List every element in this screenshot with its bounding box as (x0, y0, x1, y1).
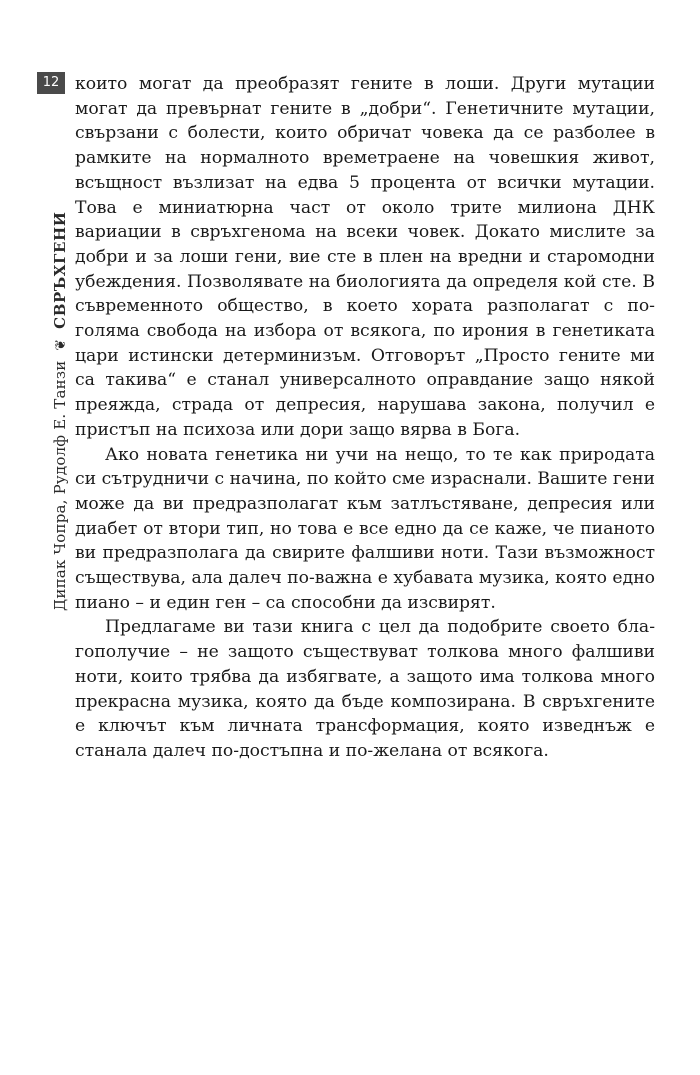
running-head-book-title: СВРЪХГЕНИ (51, 211, 69, 329)
paragraph-1: които могат да преобразят гените в лоши. Други мутации могат да превърнат гените в „добри“. Генетичните мутации, свързани с болести, които обричат човека да се разболее в рамките на нормалното времетраене на човешкия живот, всъщност възлизат на едва 5 процента от всички мутации. Това е миниатюрна част от около трите милиона ДНК вариации в свръхгенома на всеки човек. Докато мислите за добри и за лоши гени, вие сте в плен на вредни и старомодни убеждения. Позволявате на биологията да определя кой сте. В съвременното общество, в което хората разполагат с по-голяма свобода на избора от всякога, по ирония в генетиката цари истински детерминизъм. Отговорът „Просто гените ми са такива“ е станал универсалното оправдание защо някой преяжда, страда от депресия, нарушава закона, получил е пристъп на психоза или дори защо вярва в Бога. (75, 74, 655, 440)
paragraph-2: Ако новата генетика ни учи на нещо, то те как природата си сътрудничи с начина, по който сме израснали. Вашите гени може да ви предразполагат към затлъстяване, депресия или диабет от втори тип, но това е все едно да се каже, че пианото ви предразполага да свирите фалшиви ноти. Тази възможност съществува, ала далеч по-важна е хубавата музика, която едно пиано – и един ген – са способни да изсвирят. (75, 444, 655, 613)
running-head-text (51, 211, 70, 611)
leaf-ornament-icon: ❦ (53, 338, 69, 351)
body-text (75, 72, 655, 764)
running-head-authors: Дипак Чопра, Рудолф Е. Танзи (51, 360, 69, 611)
page-number: 12 (37, 72, 65, 94)
paragraph-3: Предлагаме ви тази книга с цел да подобрите своето благополучие – не защото съществуват толкова много фалшиви ноти, които трябва да избягвате, а защото има толкова много прекрасна музика, която да бъде композирана. В свръхгените е ключът към личната трансформация, която изведнъж е станала далеч по-достъпна и по-желана от всякога. (75, 617, 655, 761)
